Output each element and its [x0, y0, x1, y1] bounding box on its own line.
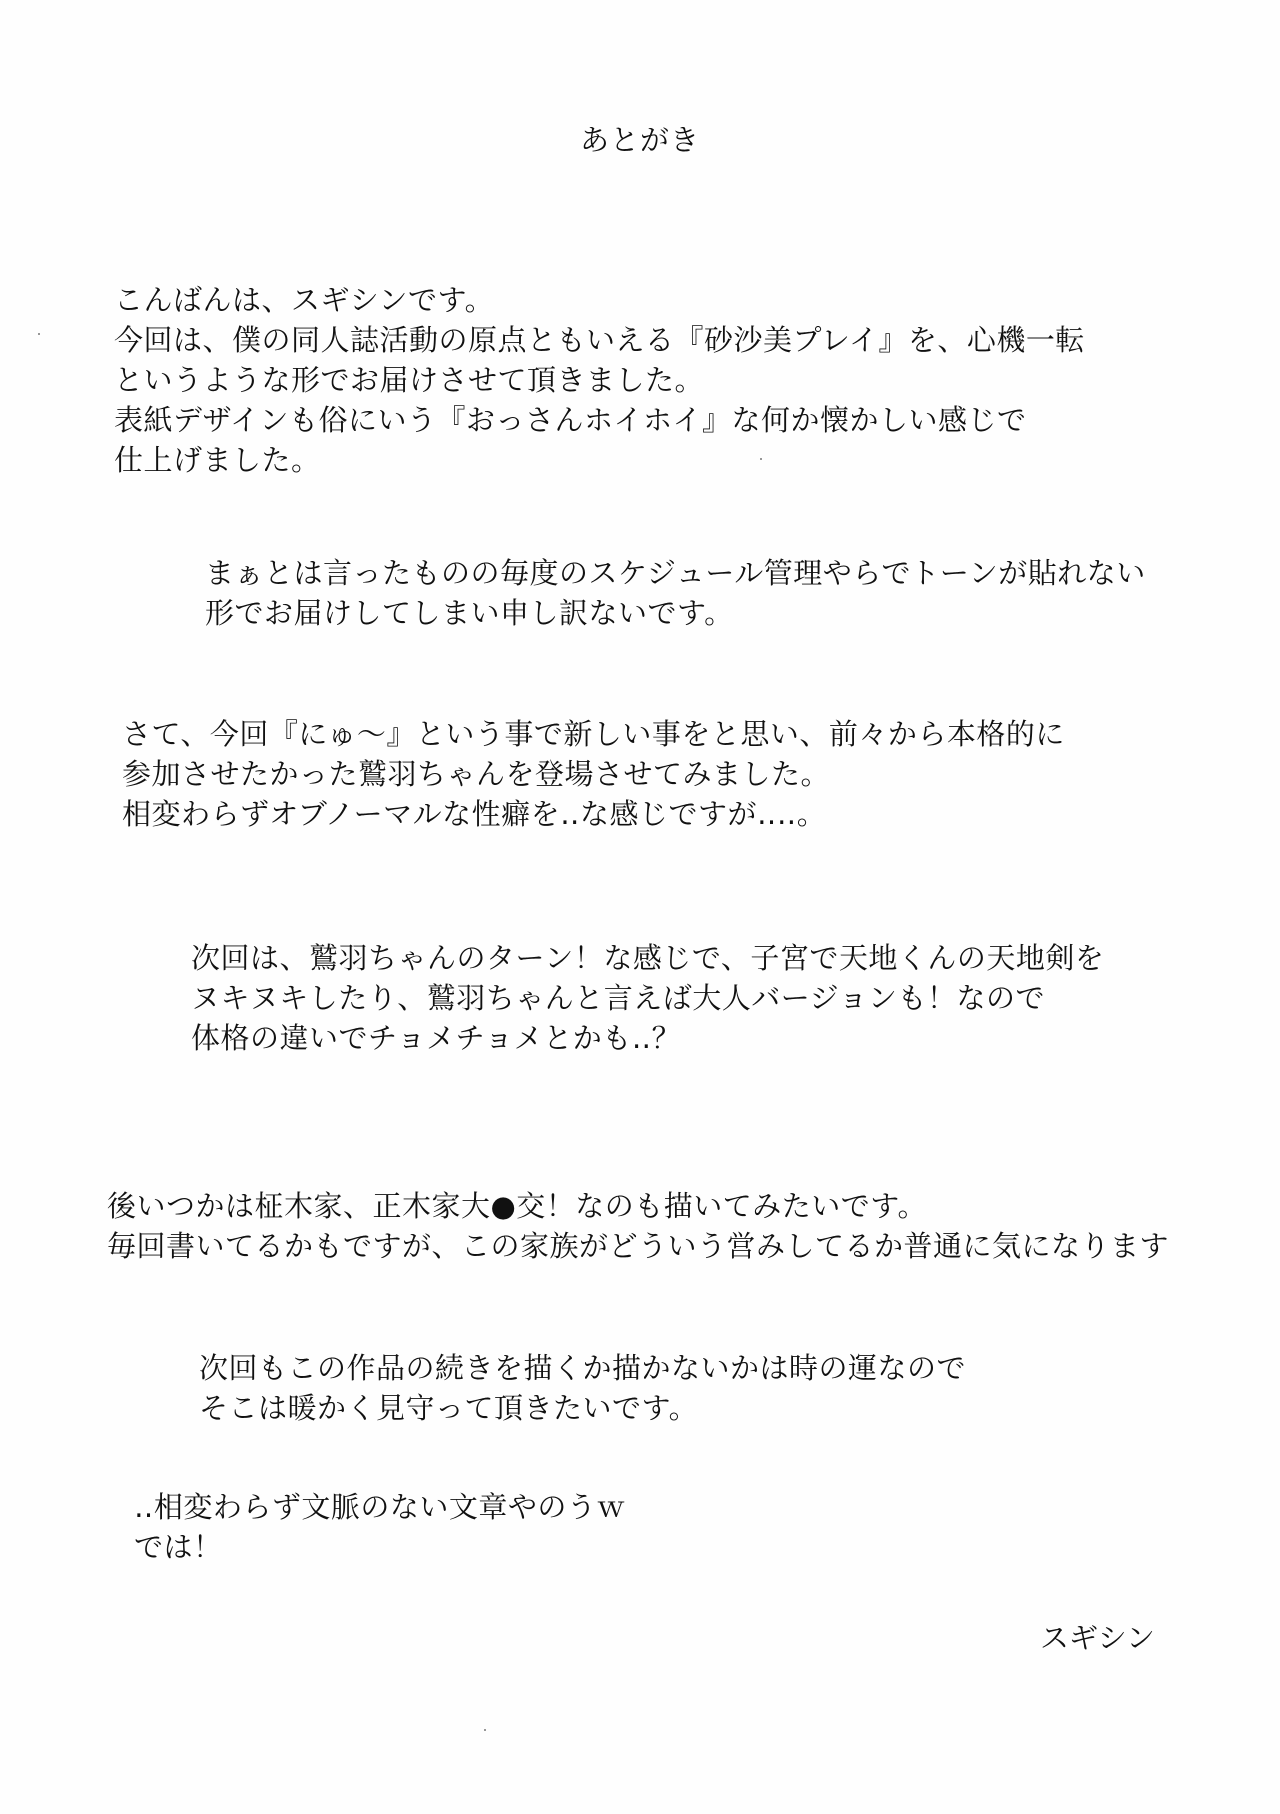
paragraph-greeting	[114, 280, 1085, 480]
text-line: 相変わらずオブノーマルな性癖を‥な感じですが‥‥。	[122, 797, 827, 831]
paragraph-new-character	[122, 714, 1065, 834]
text-line: まぁとは言ったものの毎度のスケジュール管理やらでトーンが貼れない	[205, 556, 1146, 590]
paper-speck	[484, 1729, 486, 1731]
text-line: 後いつかは柾木家、正木家大●交！なのも描いてみたいです。	[107, 1189, 927, 1223]
paper-speck	[760, 458, 762, 460]
paragraph-family	[107, 1186, 1169, 1266]
text-line: 表紙デザインも俗にいう『おっさんホイホイ』な何か懐かしい感じで	[114, 403, 1027, 437]
author-signature: スギシン	[1040, 1621, 1155, 1655]
text-line: そこは暖かく見守って頂きたいです。	[199, 1391, 699, 1425]
text-line: ‥相変わらず文脈のない文章やのうｗ	[134, 1490, 626, 1524]
text-line: 体格の違いでチョメチョメとかも‥？	[191, 1021, 682, 1055]
text-line: 今回は、僕の同人誌活動の原点ともいえる『砂沙美プレイ』を、心機一転	[114, 323, 1085, 357]
text-line: 参加させたかった鷲羽ちゃんを登場させてみました。	[122, 757, 831, 791]
text-line: 形でお届けしてしまい申し訳ないです。	[205, 596, 734, 630]
text-line: 次回もこの作品の続きを描くか描かないかは時の運なので	[199, 1351, 967, 1385]
text-line: 仕上げました。	[114, 443, 321, 477]
paragraph-continuation	[199, 1348, 966, 1428]
paragraph-closing	[134, 1487, 626, 1567]
text-line: さて、今回『にゅ～』という事で新しい事をと思い、前々から本格的に	[122, 717, 1065, 751]
text-line: 毎回書いてるかもですが、この家族がどういう営みしてるか普通に気になります	[107, 1229, 1170, 1263]
paragraph-apology	[205, 553, 1146, 633]
page-title: あとがき	[579, 123, 700, 157]
text-line: こんばんは、スギシンです。	[114, 283, 495, 317]
text-line: というような形でお届けさせて頂きました。	[114, 363, 705, 397]
paragraph-next-time	[191, 938, 1104, 1058]
paper-speck	[38, 333, 40, 335]
text-line: では！	[134, 1530, 223, 1564]
text-line: ヌキヌキしたり、鷲羽ちゃんと言えば大人バージョンも！なので	[191, 981, 1046, 1015]
text-line: 次回は、鷲羽ちゃんのターン！な感じで、子宮で天地くんの天地剣を	[191, 941, 1105, 975]
